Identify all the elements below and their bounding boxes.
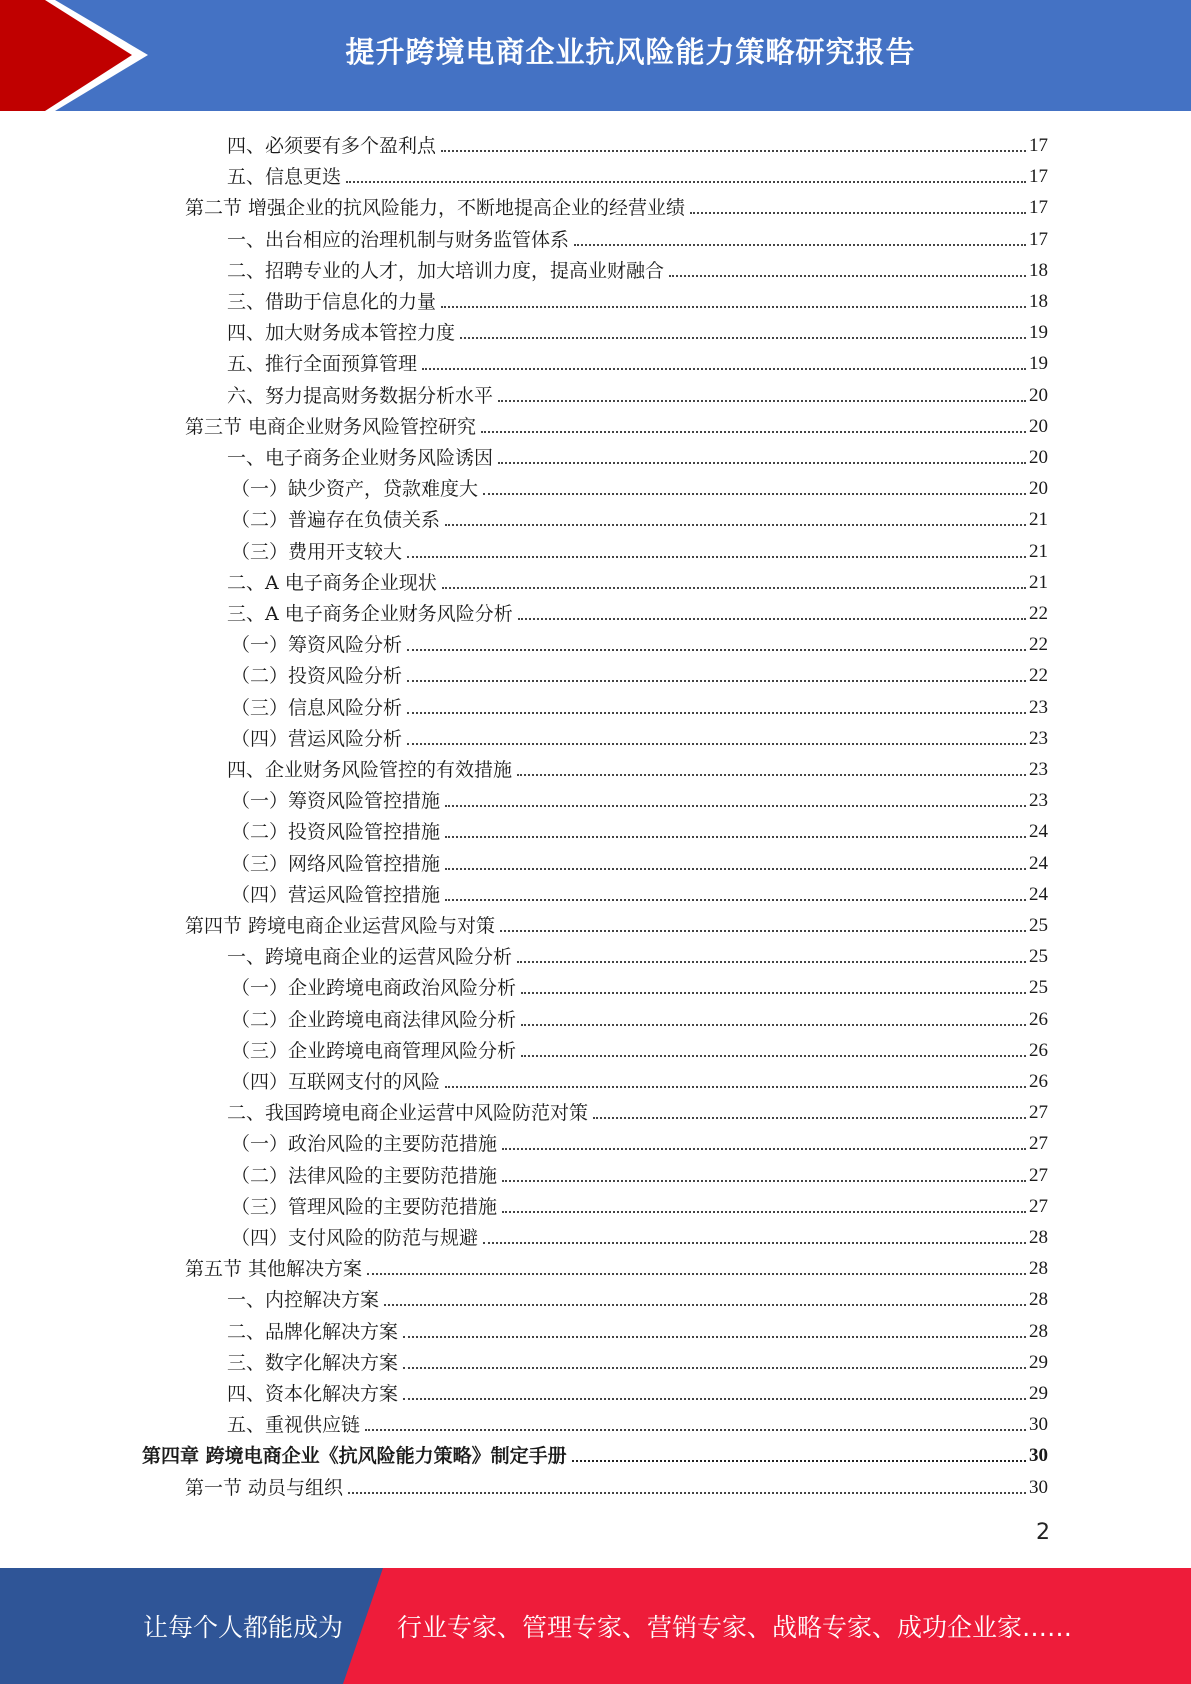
- toc-entry[interactable]: [227, 127, 1048, 158]
- toc-entry-page: 28: [1029, 1258, 1048, 1280]
- toc-entry-page: 26: [1029, 1039, 1048, 1061]
- toc-entry-page: 20: [1029, 478, 1048, 500]
- toc-dot-leader: [483, 493, 1026, 495]
- toc-entry-page: 25: [1029, 915, 1048, 936]
- toc-dot-leader: [500, 930, 1026, 932]
- toc-entry[interactable]: [227, 439, 1048, 470]
- toc-dot-leader: [460, 337, 1026, 339]
- toc-dot-leader: [445, 836, 1026, 838]
- toc-entry[interactable]: [227, 751, 1048, 782]
- toc-entry-page: 19: [1029, 353, 1048, 375]
- toc-entry-page: 17: [1029, 228, 1048, 250]
- toc-entry-page: 17: [1029, 166, 1048, 188]
- toc-entry-page: 27: [1029, 1164, 1048, 1186]
- toc-dot-leader: [445, 524, 1026, 526]
- toc-entry-title: 五、推行全面预算管理: [227, 353, 418, 376]
- toc-dot-leader: [521, 1055, 1026, 1057]
- toc-dot-leader: [502, 1148, 1026, 1150]
- toc-dot-leader: [690, 212, 1026, 214]
- toc-dot-leader: [441, 306, 1026, 308]
- toc-entry-page: 18: [1029, 259, 1048, 281]
- page-header: [0, 0, 1191, 111]
- toc-entry[interactable]: [227, 283, 1048, 314]
- toc-entry[interactable]: [231, 657, 1048, 688]
- toc-dot-leader: [445, 805, 1026, 807]
- toc-entry-page: 28: [1029, 1227, 1048, 1248]
- toc-dot-leader: [445, 899, 1026, 901]
- toc-entry[interactable]: [227, 345, 1048, 376]
- toc-entry[interactable]: [227, 1281, 1048, 1312]
- red-arrow-decoration: [0, 0, 160, 111]
- toc-dot-leader: [669, 275, 1026, 277]
- toc-entry-title: （四）互联网支付的风险: [231, 1071, 441, 1093]
- toc-entry-title: 五、重视供应链: [227, 1414, 361, 1437]
- toc-entry-page: 30: [1029, 1445, 1048, 1467]
- toc-entry-page: 25: [1029, 946, 1048, 968]
- toc-entry[interactable]: [227, 564, 1048, 595]
- toc-entry-title: 四、资本化解决方案: [227, 1383, 399, 1405]
- toc-entry[interactable]: [227, 314, 1048, 345]
- toc-entry-title: 五、信息更迭: [227, 166, 342, 189]
- report-title: 提升跨境电商企业抗风险能力策略研究报告: [345, 34, 916, 69]
- toc-dot-leader: [407, 712, 1026, 714]
- toc-entry-title: （一）政治风险的主要防范措施: [231, 1133, 498, 1156]
- toc-dot-leader: [517, 774, 1026, 776]
- toc-entry-page: 26: [1029, 1008, 1048, 1030]
- toc-dot-leader: [502, 1211, 1026, 1213]
- toc-entry-title: （一）筹资风险管控措施: [231, 790, 441, 813]
- toc-entry-title: 四、企业财务风险管控的有效措施: [227, 759, 513, 781]
- toc-entry-title: 第四节 跨境电商企业运营风险与对策: [185, 915, 496, 937]
- toc-dot-leader: [521, 992, 1026, 994]
- toc-entry-title: 四、必须要有多个盈利点: [227, 135, 437, 157]
- toc-entry-title: 一、内控解决方案: [227, 1289, 380, 1312]
- toc-dot-leader: [574, 244, 1026, 246]
- toc-entry[interactable]: [231, 1032, 1048, 1063]
- toc-entry-page: 23: [1029, 790, 1048, 812]
- toc-entry-page: 25: [1029, 977, 1048, 999]
- toc-entry[interactable]: [231, 1157, 1048, 1188]
- toc-dot-leader: [407, 680, 1026, 682]
- toc-dot-leader: [365, 1429, 1026, 1431]
- toc-entry-page: 30: [1029, 1476, 1048, 1498]
- toc-entry[interactable]: [231, 626, 1048, 657]
- toc-entry[interactable]: [231, 1125, 1048, 1156]
- toc-entry-title: 三、借助于信息化的力量: [227, 291, 437, 313]
- toc-entry-page: 26: [1029, 1071, 1048, 1092]
- footer-slogan-right: 行业专家、管理专家、营销专家、战略专家、成功企业家……: [397, 1613, 1073, 1642]
- toc-entry-title: 三、数字化解决方案: [227, 1351, 399, 1374]
- toc-dot-leader: [441, 150, 1026, 152]
- toc-entry-title: 第五节 其他解决方案: [185, 1258, 363, 1281]
- toc-entry-page: 27: [1029, 1102, 1048, 1124]
- toc-dot-leader: [442, 587, 1026, 589]
- toc-entry-title: 第四章 跨境电商企业《抗风险能力策略》制定手册: [142, 1445, 567, 1468]
- toc-entry[interactable]: [185, 408, 1048, 439]
- toc-entry-page: 24: [1029, 852, 1048, 874]
- footer-slogan-left: 让每个人都能成为: [143, 1613, 344, 1642]
- toc-dot-leader: [403, 1398, 1026, 1400]
- toc-entry[interactable]: [231, 845, 1048, 876]
- toc-entry-page: 23: [1029, 727, 1048, 749]
- toc-entry[interactable]: [231, 1188, 1048, 1219]
- toc-entry[interactable]: [231, 1001, 1048, 1032]
- toc-entry[interactable]: [142, 1437, 1048, 1468]
- toc-dot-leader: [346, 181, 1026, 183]
- toc-entry[interactable]: [231, 501, 1048, 532]
- toc-dot-leader: [498, 400, 1026, 402]
- toc-entry[interactable]: [231, 782, 1048, 813]
- toc-entry-title: （三）费用开支较大: [231, 540, 403, 563]
- toc-entry-page: 29: [1029, 1383, 1048, 1404]
- toc-entry-title: 二、A 电子商务企业现状: [227, 571, 437, 594]
- toc-entry-title: （一）筹资风险分析: [231, 634, 403, 657]
- toc-entry-title: 第一节 动员与组织: [185, 1476, 344, 1499]
- toc-entry-page: 27: [1029, 1195, 1048, 1217]
- toc-entry-title: （四）营运风险分析: [231, 727, 403, 750]
- toc-entry-page: 23: [1029, 759, 1048, 780]
- toc-entry-title: （三）企业跨境电商管理风险分析: [231, 1039, 517, 1062]
- toc-entry-title: 第二节 增强企业的抗风险能力，不断地提高企业的经营业绩: [185, 197, 686, 220]
- toc-entry-title: （一）缺少资产，贷款难度大: [231, 478, 479, 501]
- toc-entry-page: 18: [1029, 291, 1048, 312]
- toc-entry[interactable]: [227, 158, 1048, 189]
- toc-dot-leader: [502, 1180, 1026, 1182]
- toc-dot-leader: [498, 462, 1026, 464]
- toc-entry-title: 一、跨境电商企业的运营风险分析: [227, 946, 513, 969]
- toc-entry-title: （二）法律风险的主要防范措施: [231, 1164, 498, 1187]
- toc-entry[interactable]: [231, 689, 1048, 720]
- toc-dot-leader: [572, 1460, 1026, 1462]
- toc-entry-title: 第三节 电商企业财务风险管控研究: [185, 415, 477, 438]
- toc-entry-title: （四）支付风险的防范与规避: [231, 1227, 479, 1249]
- toc-entry-title: 一、出台相应的治理机制与财务监管体系: [227, 228, 570, 251]
- toc-entry[interactable]: [231, 720, 1048, 751]
- toc-entry-title: （二）投资风险分析: [231, 665, 403, 688]
- toc-entry[interactable]: [227, 252, 1048, 283]
- toc-entry-title: （二）企业跨境电商法律风险分析: [231, 1008, 517, 1031]
- toc-entry[interactable]: [185, 1250, 1048, 1281]
- toc-dot-leader: [403, 1367, 1026, 1369]
- toc-entry[interactable]: [227, 1313, 1048, 1344]
- toc-entry-page: 20: [1029, 415, 1048, 437]
- toc-entry-page: 22: [1029, 603, 1048, 624]
- toc-dot-leader: [445, 868, 1026, 870]
- toc-dot-leader: [483, 1242, 1026, 1244]
- toc-entry-title: 三、A 电子商务企业财务风险分析: [227, 603, 513, 625]
- page-number: 2: [1036, 1520, 1050, 1545]
- toc-dot-leader: [445, 1086, 1026, 1088]
- toc-entry[interactable]: [227, 1344, 1048, 1375]
- toc-entry[interactable]: [227, 221, 1048, 252]
- toc-entry-title: 一、电子商务企业财务风险诱因: [227, 447, 494, 469]
- toc-entry-title: （二）投资风险管控措施: [231, 821, 441, 844]
- toc-entry[interactable]: [227, 377, 1048, 408]
- toc-entry-page: 23: [1029, 696, 1048, 718]
- toc-entry-title: 四、加大财务成本管控力度: [227, 322, 456, 345]
- toc-dot-leader: [367, 1273, 1026, 1275]
- toc-entry-title: 二、品牌化解决方案: [227, 1320, 399, 1343]
- toc-entry-page: 22: [1029, 634, 1048, 656]
- toc-entry-page: 27: [1029, 1133, 1048, 1155]
- toc-entry[interactable]: [231, 470, 1048, 501]
- toc-entry-title: 二、我国跨境电商企业运营中风险防范对策: [227, 1102, 589, 1125]
- toc-dot-leader: [518, 618, 1026, 620]
- toc-entry-page: 17: [1029, 135, 1048, 156]
- toc-entry-page: 28: [1029, 1320, 1048, 1342]
- toc-dot-leader: [593, 1117, 1026, 1119]
- toc-entry-page: 22: [1029, 665, 1048, 687]
- toc-entry-page: 24: [1029, 883, 1048, 905]
- toc-entry-page: 21: [1029, 509, 1048, 531]
- toc-entry[interactable]: [231, 1219, 1048, 1250]
- toc-dot-leader: [403, 1336, 1026, 1338]
- toc-dot-leader: [407, 556, 1026, 558]
- toc-entry[interactable]: [227, 938, 1048, 969]
- toc-entry-title: 二、招聘专业的人才，加大培训力度，提高业财融合: [227, 259, 665, 282]
- toc-entry-page: 21: [1029, 571, 1048, 593]
- toc-entry-page: 21: [1029, 540, 1048, 562]
- toc-entry-title: （二）普遍存在负债关系: [231, 509, 441, 532]
- toc-entry[interactable]: [231, 969, 1048, 1000]
- toc-entry-page: 30: [1029, 1414, 1048, 1436]
- page-footer: [0, 1568, 1191, 1684]
- toc-dot-leader: [407, 649, 1026, 651]
- toc-entry[interactable]: [227, 1406, 1048, 1437]
- toc-entry-title: 六、努力提高财务数据分析水平: [227, 384, 494, 407]
- toc-entry[interactable]: [231, 876, 1048, 907]
- toc-entry-page: 29: [1029, 1351, 1048, 1373]
- toc-entry-title: （四）营运风险管控措施: [231, 883, 441, 906]
- toc-dot-leader: [407, 743, 1026, 745]
- toc-entry-page: 20: [1029, 384, 1048, 406]
- toc-entry-page: 19: [1029, 322, 1048, 344]
- toc-entry[interactable]: [227, 1094, 1048, 1125]
- toc-entry[interactable]: [185, 189, 1048, 220]
- toc-entry[interactable]: [185, 1469, 1048, 1500]
- toc-entry-page: 17: [1029, 197, 1048, 219]
- toc-dot-leader: [481, 431, 1026, 433]
- toc-dot-leader: [348, 1492, 1026, 1494]
- toc-entry-title: （一）企业跨境电商政治风险分析: [231, 977, 517, 1000]
- toc-entry-page: 20: [1029, 447, 1048, 468]
- toc-dot-leader: [521, 1024, 1026, 1026]
- toc-entry[interactable]: [231, 1063, 1048, 1094]
- toc-entry-page: 28: [1029, 1289, 1048, 1311]
- toc-dot-leader: [517, 961, 1026, 963]
- toc-entry[interactable]: [231, 813, 1048, 844]
- toc-entry[interactable]: [185, 907, 1048, 938]
- toc-entry-title: （三）信息风险分析: [231, 696, 403, 719]
- toc-entry-title: （三）管理风险的主要防范措施: [231, 1195, 498, 1218]
- toc-dot-leader: [422, 368, 1026, 370]
- toc-entry-title: （三）网络风险管控措施: [231, 852, 441, 875]
- toc-dot-leader: [384, 1304, 1026, 1306]
- toc-entry[interactable]: [231, 533, 1048, 564]
- toc-entry[interactable]: [227, 1375, 1048, 1406]
- toc-entry[interactable]: [227, 595, 1048, 626]
- toc-entry-page: 24: [1029, 821, 1048, 843]
